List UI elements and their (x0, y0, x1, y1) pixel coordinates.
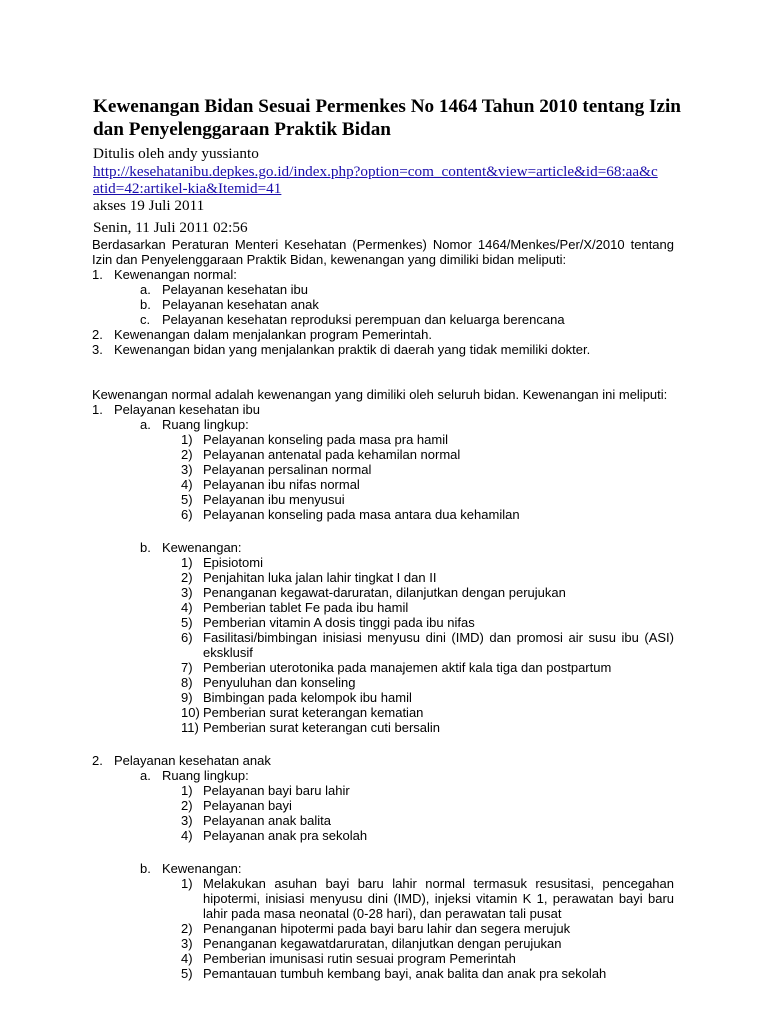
list-item (92, 921, 674, 936)
list-text: Ruang lingkup: (162, 768, 249, 783)
list-text: Pelayanan ibu menyusui (203, 492, 345, 507)
source-link[interactable] (93, 163, 658, 197)
list-text: Penanganan hipotermi pada bayi baru lahir dan segera merujuk (203, 921, 571, 936)
list-text: Pelayanan ibu nifas normal (203, 477, 360, 492)
list-text: Pemantauan tumbuh kembang bayi, anak balita dan anak pra sekolah (203, 966, 607, 981)
list-number: 5) (181, 966, 193, 981)
list-item (92, 660, 674, 675)
list-item (92, 282, 674, 297)
list-item (92, 798, 674, 813)
list-item (92, 600, 674, 615)
list-text: Penjahitan luka jalan lahir tingkat I dan II (203, 570, 437, 585)
subsection-heading (92, 540, 674, 555)
list-text: Pelayanan konseling pada masa pra hamil (203, 432, 448, 447)
list-item (92, 828, 674, 843)
list-number: 4) (181, 600, 193, 615)
list-number: 1) (181, 876, 193, 891)
list-item (92, 447, 674, 462)
list-item (92, 876, 674, 921)
access-date: akses 19 Juli 2011 (93, 197, 205, 214)
list-item (92, 432, 674, 447)
list-text: Pemberian surat keterangan cuti bersalin (203, 720, 441, 735)
list-text: Pelayanan kesehatan anak (162, 297, 319, 312)
author-line: Ditulis oleh andy yussianto (93, 145, 259, 162)
list-number: 1) (181, 432, 193, 447)
list-text: Kewenangan bidan yang menjalankan praktik di daerah yang tidak memiliki dokter. (114, 342, 591, 357)
list-item (92, 267, 674, 282)
list-text: Pemberian tablet Fe pada ibu hamil (203, 600, 409, 615)
list-text: Pelayanan anak balita (203, 813, 331, 828)
list-text: Pelayanan bayi baru lahir (203, 783, 350, 798)
list-text: Kewenangan: (162, 540, 242, 555)
list-number: 2. (92, 327, 103, 342)
list-text: Penyuluhan dan konseling (203, 675, 356, 690)
list-item (92, 705, 674, 720)
list-text: Bimbingan pada kelompok ibu hamil (203, 690, 412, 705)
list-number: a. (140, 768, 151, 783)
list-number: 8) (181, 675, 193, 690)
list-number: a. (140, 282, 151, 297)
list-text: Kewenangan dalam menjalankan program Pemerintah. (114, 327, 432, 342)
list-number: 4) (181, 828, 193, 843)
list-number: 2) (181, 798, 193, 813)
list-text: Episiotomi (203, 555, 263, 570)
list-item (92, 507, 674, 522)
list-text: Ruang lingkup: (162, 417, 249, 432)
list-text: Penanganan kegawat-daruratan, dilanjutkan dengan perujukan (203, 585, 566, 600)
list-number: 1. (92, 267, 103, 282)
list-number: 4) (181, 477, 193, 492)
list-number: 1. (92, 402, 103, 417)
list-number: 1) (181, 555, 193, 570)
list-text: Pelayanan konseling pada masa antara dua kehamilan (203, 507, 520, 522)
list-number: 5) (181, 615, 193, 630)
subsection-heading (92, 861, 674, 876)
list-item (92, 690, 674, 705)
list-item (92, 492, 674, 507)
list-number: 2) (181, 447, 193, 462)
list-number: 7) (181, 660, 193, 675)
list-item (92, 477, 674, 492)
intro-paragraph: Berdasarkan Peraturan Menteri Kesehatan (Permenkes) Nomor 1464/Menkes/Per/X/2010 tentang Izin dan Penyelenggaraan Praktik Bidan, kewenangan yang dimiliki bidan meliputi: (92, 237, 674, 267)
list-number: a. (140, 417, 151, 432)
list-text: Pelayanan kesehatan ibu (162, 282, 309, 297)
section-heading (92, 402, 674, 417)
list-number: 6) (181, 507, 193, 522)
list-number: 1) (181, 783, 193, 798)
list-item (92, 615, 674, 630)
list-item (92, 630, 674, 660)
list-number: 3) (181, 585, 193, 600)
list-number: 2) (181, 921, 193, 936)
list-text: Pelayanan bayi (203, 798, 292, 813)
list-item (92, 783, 674, 798)
list-item (92, 966, 674, 981)
publish-date: Senin, 11 Juli 2011 02:56 (93, 219, 248, 236)
list-text: Pemberian uterotonika pada manajemen aktif kala tiga dan postpartum (203, 660, 612, 675)
normal-intro-paragraph: Kewenangan normal adalah kewenangan yang dimiliki oleh seluruh bidan. Kewenangan ini meliputi: (92, 387, 668, 402)
source-link-line-2[interactable]: atid=42:artikel-kia&Itemid=41 (93, 180, 282, 197)
list-number: 6) (181, 630, 193, 645)
list-item (92, 585, 674, 600)
list-item (92, 297, 674, 312)
document-body (92, 237, 674, 981)
list-number: 2. (92, 753, 103, 768)
list-text: Penanganan kegawatdaruratan, dilanjutkan dengan perujukan (203, 936, 562, 951)
list-text: Pemberian imunisasi rutin sesuai program Pemerintah (203, 951, 516, 966)
list-text: Pemberian vitamin A dosis tinggi pada ibu nifas (203, 615, 475, 630)
list-number: 3) (181, 936, 193, 951)
list-text: Pelayanan persalinan normal (203, 462, 372, 477)
list-text: Pelayanan antenatal pada kehamilan normal (203, 447, 461, 462)
list-number: 9) (181, 690, 193, 705)
list-item (92, 327, 674, 342)
list-number: 10) (181, 705, 200, 720)
list-item (92, 555, 674, 570)
list-number: b. (140, 861, 151, 876)
list-text: Fasilitasi/bimbingan inisiasi menyusu dini (IMD) dan promosi air susu ibu (ASI) eksklusif (203, 630, 674, 660)
list-item (92, 570, 674, 585)
section-heading (92, 753, 674, 768)
list-item (92, 342, 674, 357)
list-text: Pelayanan anak pra sekolah (203, 828, 368, 843)
list-number: 11) (181, 720, 199, 735)
document-title: Kewenangan Bidan Sesuai Permenkes No 1464 Tahun 2010 tentang Izin dan Penyelenggaraan Praktik Bidan (93, 96, 681, 140)
list-item (92, 462, 674, 477)
list-item (92, 675, 674, 690)
list-text: Pemberian surat keterangan kematian (203, 705, 424, 720)
list-number: b. (140, 297, 151, 312)
list-item (92, 936, 674, 951)
list-item (92, 813, 674, 828)
subsection-heading (92, 417, 674, 432)
list-number: 3) (181, 813, 193, 828)
list-number: 3. (92, 342, 103, 357)
list-number: 2) (181, 570, 193, 585)
list-text: Kewenangan: (162, 861, 242, 876)
list-text: Kewenangan normal: (114, 267, 237, 282)
list-text: Pelayanan kesehatan anak (114, 753, 271, 768)
source-link-line-1[interactable]: http://kesehatanibu.depkes.go.id/index.php?option=com_content&view=article&id=68:aa&c (93, 163, 658, 180)
list-number: 5) (181, 492, 193, 507)
list-number: c. (140, 312, 151, 327)
list-text: Melakukan asuhan bayi baru lahir normal termasuk resusitasi, pencegahan hipotermi, inisiasi menyusu dini (IMD), injeksi vitamin K 1, perawatan bayi baru lahir pada masa neonatal (0-28 hari), dan perawatan tali pusat (203, 876, 674, 921)
list-number: b. (140, 540, 151, 555)
list-number: 4) (181, 951, 193, 966)
list-item (92, 312, 674, 327)
list-item (92, 720, 674, 735)
subsection-heading (92, 768, 674, 783)
list-text: Pelayanan kesehatan reproduksi perempuan dan keluarga berencana (162, 312, 565, 327)
list-item (92, 951, 674, 966)
list-text: Pelayanan kesehatan ibu (114, 402, 261, 417)
list-number: 3) (181, 462, 193, 477)
